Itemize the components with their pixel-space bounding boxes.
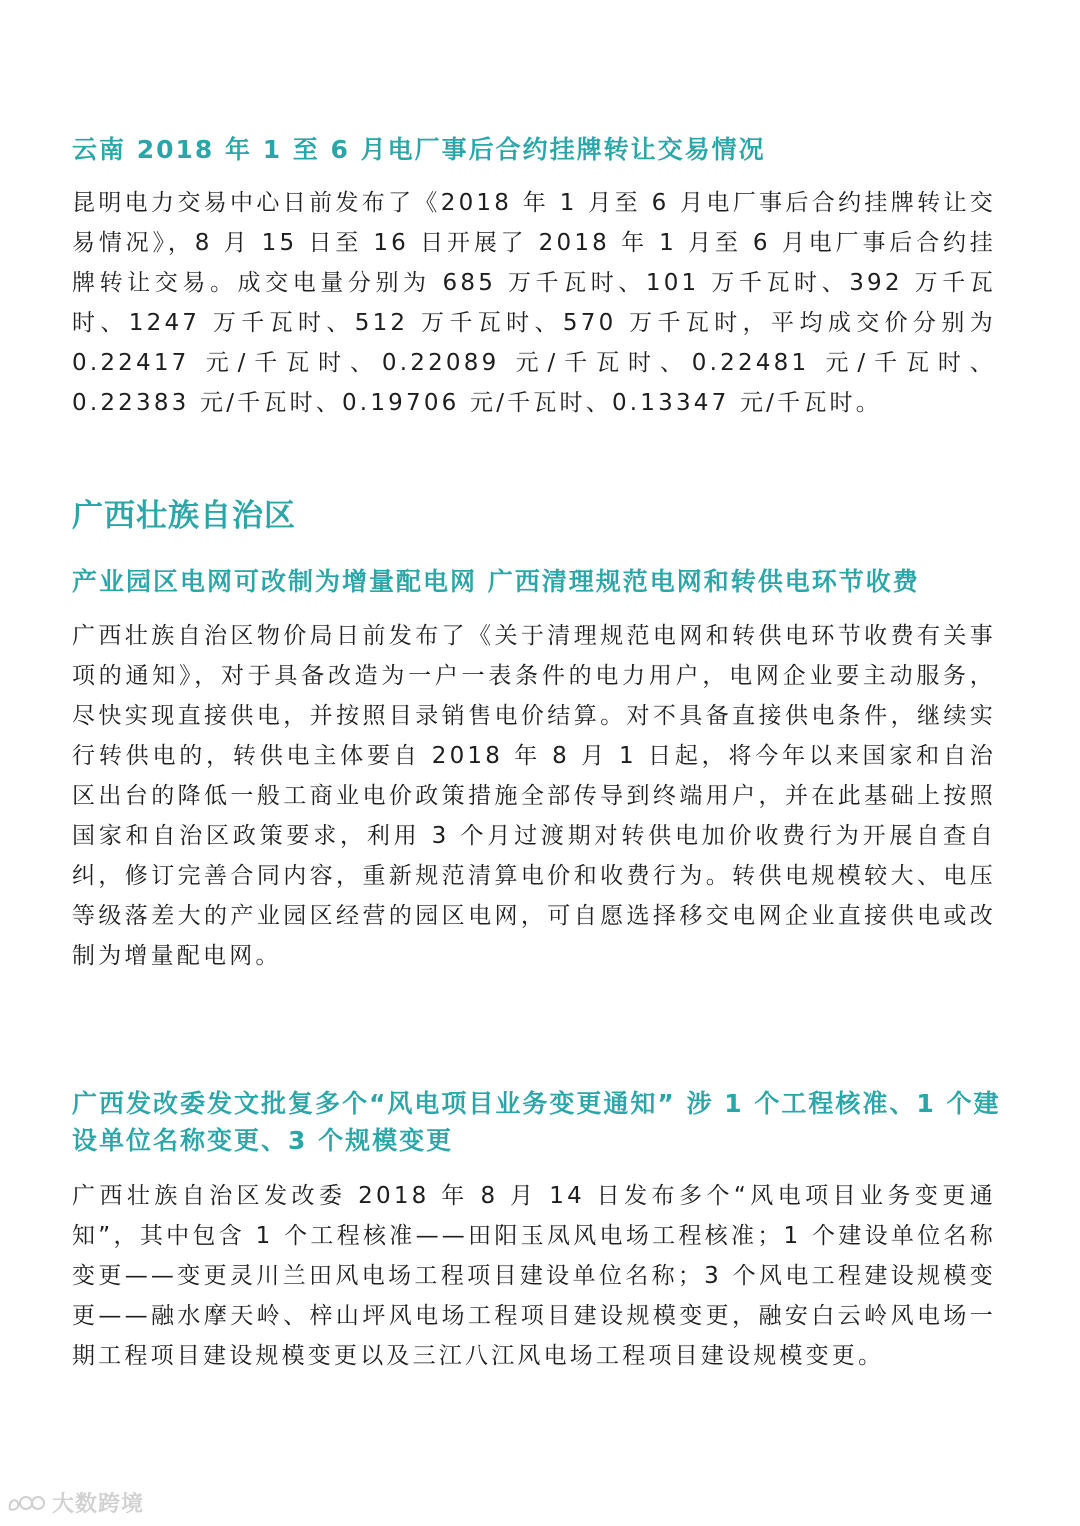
watermark-label: 大数跨境 — [52, 1492, 145, 1517]
watermark — [6, 1487, 144, 1518]
guangxi-article1-title: 产业园区电网可改制为增量配电网 广西清理规范电网和转供电环节收费 — [72, 567, 920, 596]
guangxi-region-title: 广西壮族自治区 — [72, 498, 296, 534]
yunnan-article-body: 昆明电力交易中心日前发布了《2018 年 1 月至 6 月电厂事后合约挂牌转让交易情况》，8 月 15 日至 16 日开展了 2018 年 1 月至 6 月电厂事后合约挂牌转让交易。成交电量分别为 685 万千瓦时、101 万千瓦时、392 万千瓦时、1247 万千瓦时、512 万千瓦时、570 万千瓦时，平均成交价分别为 0.22417 元/千瓦时、0.22089 元/千瓦时、0.22481 元/千瓦时、0.22383 元/千瓦时、0.19706 元/千瓦时、0.13347 元/千瓦时。 — [72, 190, 996, 416]
guangxi-article1-body: 广西壮族自治区物价局日前发布了《关于清理规范电网和转供电环节收费有关事项的通知》，对于具备改造为一户一表条件的电力用户，电网企业要主动服务，尽快实现直接供电，并按照目录销售电价结算。对不具备直接供电条件，继续实行转供电的，转供电主体要自 2018 年 8 月 1 日起，将今年以来国家和自治区出台的降低一般工商业电价政策措施全部传导到终端用户，并在此基础上按照国家和自治区政策要求，利用 3 个月过渡期对转供电加价收费行为开展自查自纠，修订完善合同内容，重新规范清算电价和收费行为。转供电规模较大、电压等级落差大的产业园区经营的园区电网，可自愿选择移交电网企业直接供电或改制为增量配电网。 — [72, 623, 996, 969]
yunnan-article-title: 云南 2018 年 1 至 6 月电厂事后合约挂牌转让交易情况 — [72, 135, 766, 164]
guangxi-article2-body: 广西壮族自治区发改委 2018 年 8 月 14 日发布多个“风电项目业务变更通知”，其中包含 1 个工程核准——田阳玉凤风电场工程核准；1 个建设单位名称变更——变更灵川兰田风电场工程项目建设单位名称；3 个风电工程建设规模变更——融水摩天岭、梓山坪风电场工程项目建设规模变更，融安白云岭风电场一期工程项目建设规模变更以及三江八江风电场工程项目建设规模变更。 — [72, 1183, 996, 1369]
brand-logo-icon — [6, 1491, 46, 1515]
guangxi-article2-title: 广西发改委发文批复多个“风电项目业务变更通知” 涉 1 个工程核准、1 个建设单位名称变更、3 个规模变更 — [72, 1089, 1001, 1155]
